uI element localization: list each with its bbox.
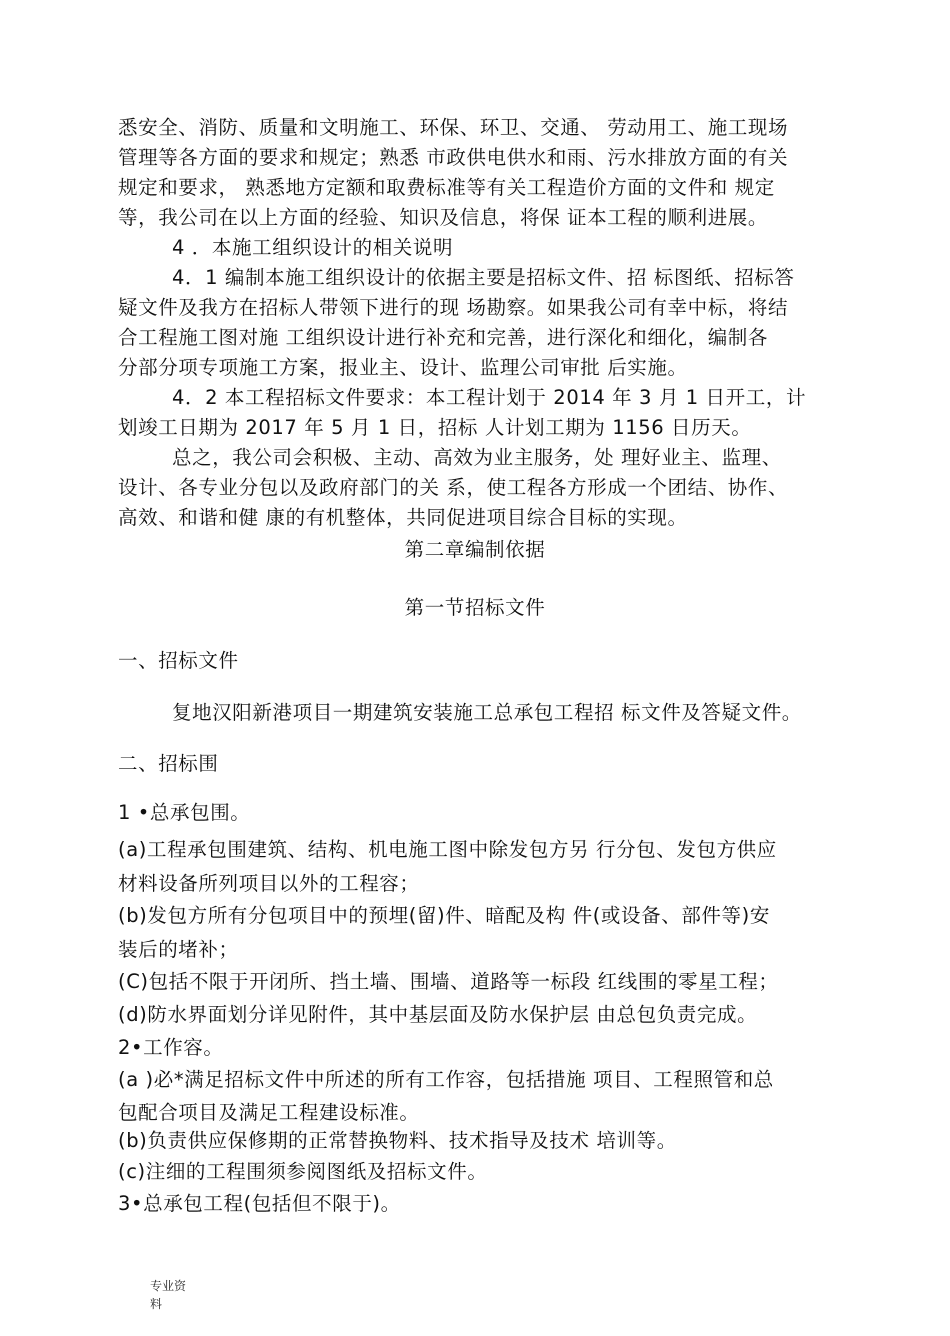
body-text-line: 4．2 本工程招标文件要求：本工程计划于 2014 年 3 月 1 日开工，计 [172,386,807,409]
chapter-heading: 第二章编制依据 [404,538,546,561]
body-text-line: 分部分项专项施工方案，报业主、设计、监理公司审批 后实施。 [118,356,688,379]
list-item: (b)负责供应保修期的正常替换物料、技术指导及技术 培训等。 [118,1129,677,1152]
list-item: (a )必*满足招标文件中所述的所有工作容，包括措施 项目、工程照管和总 [118,1068,774,1091]
body-text-line: 总之，我公司会积极、主动、高效为业主服务，处 理好业主、监理、 [172,446,782,469]
body-text-line: 4．1 编制本施工组织设计的依据主要是招标文件、招 标图纸、招标答 [172,266,795,289]
list-item: (c)注细的工程围须参阅图纸及招标文件。 [118,1160,488,1183]
list-heading: 3•总承包工程(包括但不限于)。 [118,1192,401,1215]
subsection-heading: 二、招标围 [118,752,219,775]
body-text-line: 设计、各专业分包以及政府部门的关 系，使工程各方形成一个团结、协作、 [118,476,789,499]
list-item-continuation: 装后的堵补； [118,938,239,961]
body-text-line: 高效、和谐和健 康的有机整体，共同促进项目综合目标的实现。 [118,506,688,529]
section-heading: 4 ．本施工组织设计的相关说明 [172,236,454,259]
body-text-line: 规定和要求， 熟悉地方定额和取费标准等有关工程造价方面的文件和 规定 [118,176,775,199]
body-text-line: 等，我公司在以上方面的经验、知识及信息，将保 证本工程的顺利进展。 [118,206,768,229]
body-text-line: 复地汉阳新港项目一期建筑安装施工总承包工程招 标文件及答疑文件。 [172,701,802,724]
list-item: (a)工程承包围建筑、结构、机电施工图中除发包方另 行分包、发包方供应 [118,838,777,861]
list-item: (d)防水界面划分详见附件，其中基层面及防水保护层 由总包负责完成。 [118,1003,758,1026]
list-heading: 1 •总承包围。 [118,801,251,824]
section-heading: 第一节招标文件 [404,596,546,619]
footer-text: 料 [150,1297,163,1311]
body-text-line: 合工程施工图对施 工组织设计进行补充和完善，进行深化和细化，编制各 [118,326,768,349]
footer-text: 专业资 [150,1279,187,1293]
list-item-continuation: 材料设备所列项目以外的工程容； [118,872,420,895]
body-text-line: 划竣工日期为 2017 年 5 月 1 日，招标 人计划工期为 1156 日历天。 [118,416,752,439]
list-heading: 2•工作容。 [118,1036,224,1059]
body-text-line: 管理等各方面的要求和规定；熟悉 市政供电供水和雨、污水排放方面的有关 [118,146,789,169]
body-text-line: 疑文件及我方在招标人带领下进行的现 场勘察。如果我公司有幸中标，将结 [118,296,789,319]
list-item-continuation: 包配合项目及满足工程建设标准。 [118,1101,420,1124]
subsection-heading: 一、招标文件 [118,649,239,672]
body-text-line: 悉安全、消防、质量和文明施工、环保、环卫、交通、 劳动用工、施工现场 [118,116,789,139]
list-item: (C)包括不限于开闭所、挡土墙、围墙、道路等一标段 红线围的零星工程； [118,970,779,993]
list-item: (b)发包方所有分包项目中的预埋(留)件、暗配及构 件(或设备、部件等)安 [118,904,770,927]
